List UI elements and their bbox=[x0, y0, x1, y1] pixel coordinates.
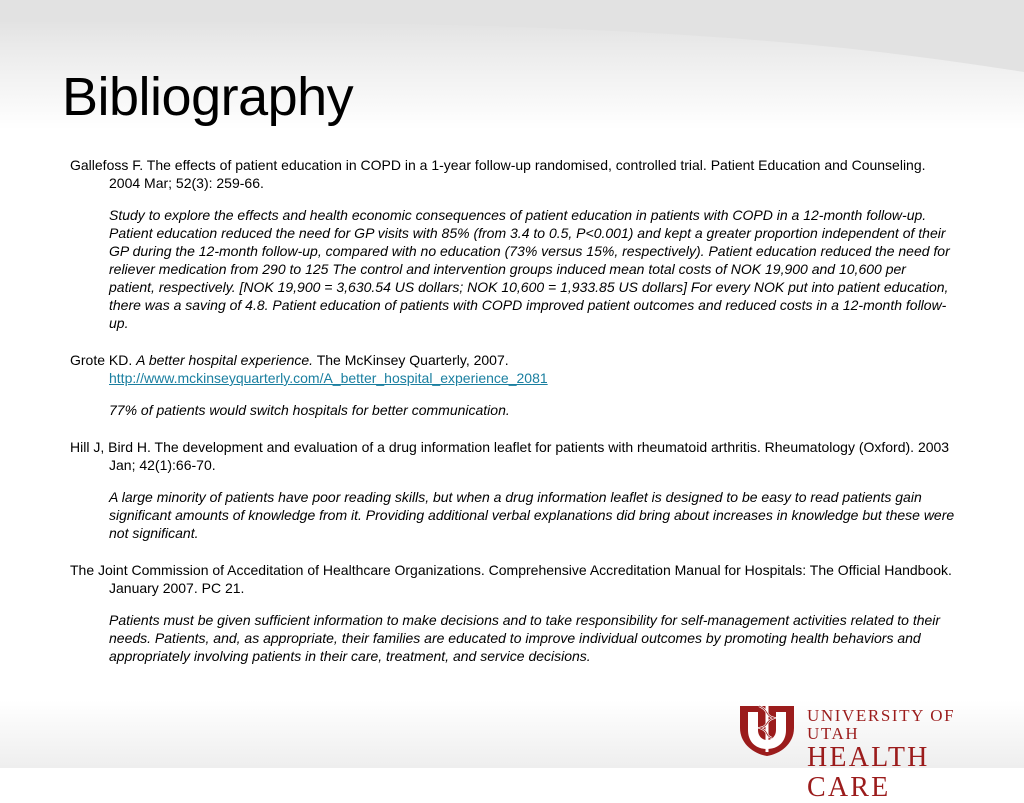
reference-citation bbox=[70, 438, 955, 474]
reference-summary: Patients must be given sufficient information to make decisions and to take responsibility for self-management activities related to their needs. Patients, and, as appropriate, their families are educated to improve individual outcomes by promoting health behaviors and appropriately involving patients in their care, treatment, and service decisions. bbox=[109, 612, 941, 664]
reference-link[interactable]: http://www.mckinseyquarterly.com/A_better_hospital_experience_2081 bbox=[109, 370, 548, 386]
university-shield-caduceus-icon bbox=[734, 692, 800, 758]
reference-summary: 77% of patients would switch hospitals for better communication. bbox=[109, 402, 510, 418]
reference-title: A better hospital experience. bbox=[136, 352, 314, 368]
reference-item bbox=[70, 561, 955, 665]
reference-summary: Study to explore the effects and health economic consequences of patient education in patients with COPD in a 12-month follow-up. Patient education reduced the need for GP visits with 85% (from 3.4 to 0.5, P<0.001) and kept a greater proportion independent of their GP during the 12-month follow-up, compared with no education (73% versus 15%, respectively). Patient education reduced the need for reliever medication from 290 to 125 The control and intervention groups induced mean total costs of NOK 19,900 and 10,600 per patient, respectively. [NOK 19,900 = 3,630.54 US dollars; NOK 10,600 = 1,933.85 US dollars] For every NOK put into patient education, there was a saving of 4.8. Patient education of patients with COPD improved patient outcomes and reduced costs in a 12-month follow-up. bbox=[109, 207, 950, 331]
reference-author: Grote KD. bbox=[70, 352, 133, 368]
reference-author: Gallefoss F. bbox=[70, 157, 144, 173]
reference-citation bbox=[70, 561, 955, 597]
logo-line-health-care: HEALTH CARE bbox=[807, 742, 930, 803]
reference-summary: A large minority of patients have poor reading skills, but when a drug information leaflet is designed to be easy to read patients gain significant amounts of knowledge from it. Providing additional verbal explanations did bring about increases in knowledge but these were not significant. bbox=[109, 489, 955, 541]
reference-source: Comprehensive Accreditation Manual for Hospitals: The Official Handbook. January 2007. PC 21. bbox=[109, 562, 952, 596]
reference-item bbox=[70, 438, 955, 542]
logo-line-university: UNIVERSITY OF UTAH bbox=[807, 706, 956, 743]
reference-item bbox=[70, 351, 955, 419]
reference-item bbox=[70, 156, 955, 332]
slide-title: Bibliography bbox=[62, 67, 354, 127]
reference-source: The McKinsey Quarterly, 2007. bbox=[313, 352, 509, 368]
logo-wordmark bbox=[807, 707, 1012, 803]
reference-citation bbox=[70, 351, 955, 387]
reference-author: The Joint Commission of Acceditation of Healthcare Organizations. bbox=[70, 562, 485, 578]
reference-source: The development and evaluation of a drug information leaflet for patients with rheumatoid arthritis. Rheumatology (Oxford). 2003 Jan; 42(1):66-70. bbox=[109, 439, 950, 473]
university-logo bbox=[732, 690, 1012, 803]
reference-author: Hill J, Bird H. bbox=[70, 439, 151, 455]
reference-source: The effects of patient education in COPD in a 1-year follow-up randomised, controlled trial. Patient Education and Counseling. 2004 Mar; 52(3): 259-66. bbox=[109, 157, 926, 191]
reference-citation bbox=[70, 156, 955, 192]
reference-list bbox=[70, 142, 955, 679]
